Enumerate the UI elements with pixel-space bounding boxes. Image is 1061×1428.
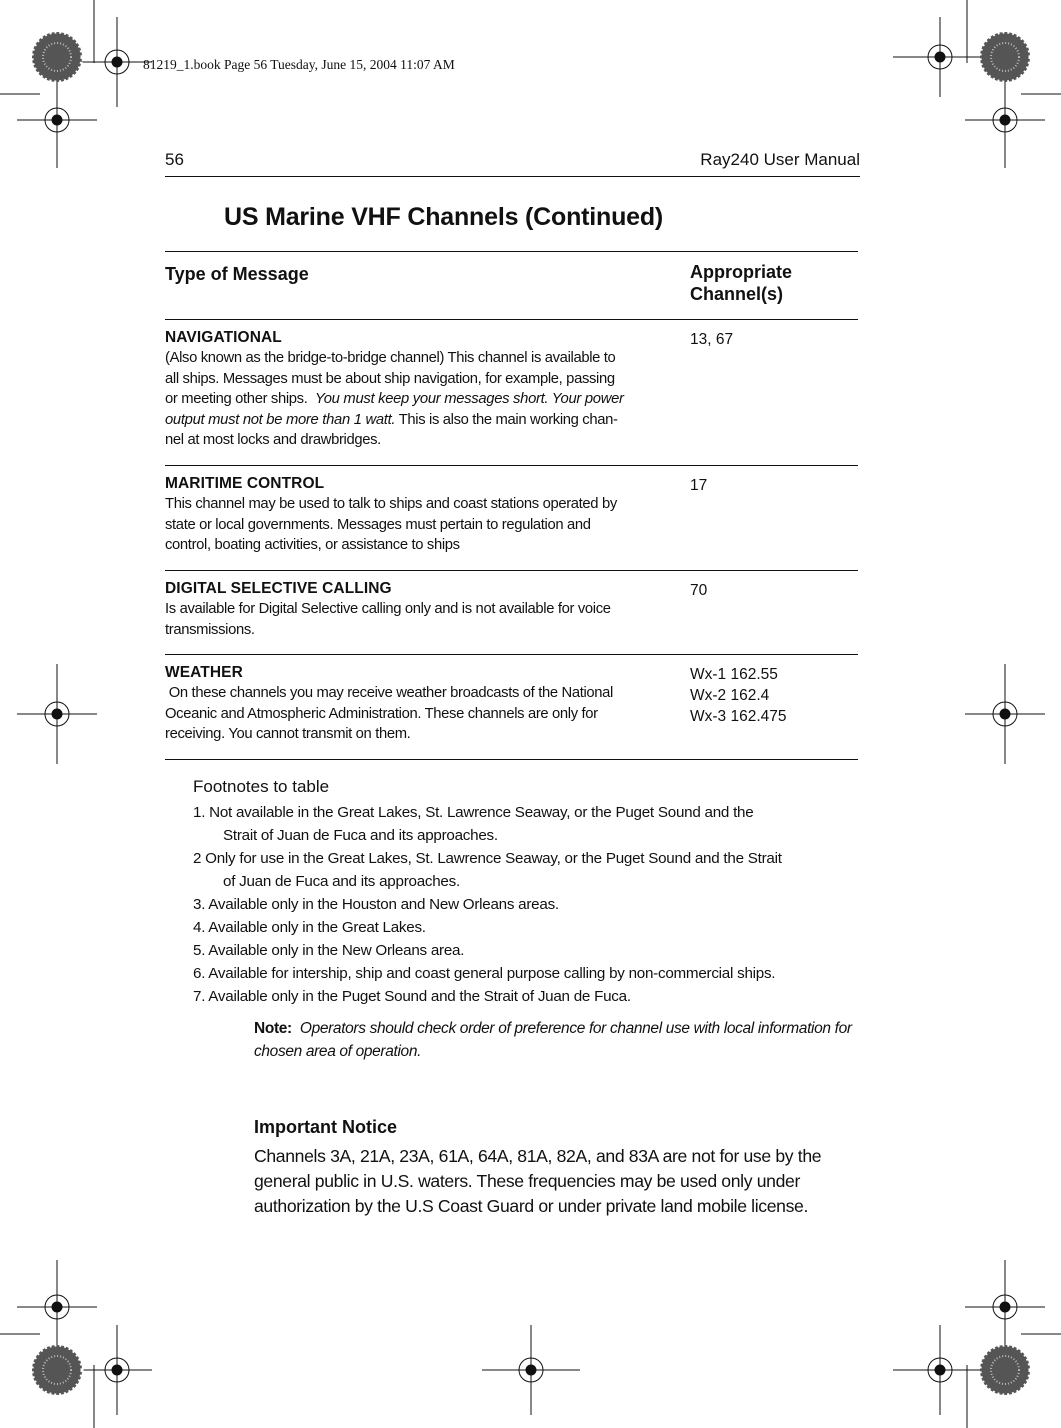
registration-mark-icon (482, 1325, 580, 1415)
footnotes-list (193, 801, 853, 1008)
starburst-target-icon (32, 1345, 82, 1395)
table-row (165, 465, 858, 570)
row-description: Is available for Digital Selective calling only and is not available for voice transmissions. (165, 601, 611, 638)
row-label: MARITIME CONTROL (165, 475, 325, 492)
table-header-row (165, 251, 858, 319)
footnote-item: 7. Available only in the Puget Sound and the Strait of Juan de Fuca. (193, 988, 631, 1005)
footnotes-title: Footnotes to table (193, 777, 330, 796)
channels-table (165, 251, 858, 760)
note-text: Operators should check order of preference for channel use with local information for chosen area of operation. (254, 1020, 852, 1060)
col-header-channels (690, 261, 858, 305)
channels-cell: 70 (690, 582, 708, 599)
registration-mark-icon (80, 1325, 152, 1415)
registration-mark-icon (80, 17, 152, 107)
registration-mark-icon (17, 664, 97, 764)
col-header-type: Type of Message (165, 264, 309, 284)
footnote-item: 2 Only for use in the Great Lakes, St. Lawrence Seaway, or the Puget Sound and the Strait of Juan de Fuca and its approaches. (193, 850, 782, 890)
registration-mark-icon (17, 1260, 97, 1354)
message-type-cell (165, 663, 670, 745)
footnote-item: 6. Available for intership, ship and coast general purpose calling by non-commercial ships. (193, 965, 776, 982)
running-header-title: Ray240 User Manual (700, 150, 860, 169)
section-title: US Marine VHF Channels (Continued) (224, 203, 664, 231)
note (254, 1017, 864, 1063)
table-row (165, 654, 858, 760)
row-description: On these channels you may receive weather broadcasts of the National Oceanic and Atmospheric Administration. These channels are only for receiving. You cannot transmit on them. (165, 685, 613, 742)
message-type-cell (165, 579, 670, 640)
print-slug: 81219_1.book Page 56 Tuesday, June 15, 2004 11:07 AM (143, 57, 455, 72)
row-label: NAVIGATIONAL (165, 329, 282, 346)
row-description: This channel may be used to talk to ships and coast stations operated by state or local governments. Messages must pertain to regulation and control, boating activities, or assistance to ships (165, 496, 617, 553)
important-notice-text: Channels 3A, 21A, 23A, 61A, 64A, 81A, 82A, and 83A are not for use by the general public in U.S. waters. These frequencies may be used only under authorization by the U.S Coast Guard or under private land mobile license. (254, 1146, 822, 1216)
important-notice-heading: Important Notice (254, 1117, 398, 1137)
message-type-cell (165, 328, 670, 451)
col-header-channels-line2: Channel(s) (690, 284, 784, 304)
footnote-item: 3. Available only in the Houston and New Orleans areas. (193, 896, 559, 913)
footnote-item: 1. Not available in the Great Lakes, St. Lawrence Seaway, or the Puget Sound and the Strait of Juan de Fuca and its approaches. (193, 804, 754, 844)
row-label: WEATHER (165, 664, 243, 681)
message-type-cell (165, 474, 670, 556)
table-row (165, 570, 858, 654)
registration-mark-icon (965, 1260, 1045, 1354)
registration-mark-icon (965, 72, 1045, 168)
page-number: 56 (165, 150, 184, 169)
channels-cell: 13, 67 (690, 331, 734, 348)
starburst-target-icon (980, 1345, 1030, 1395)
registration-mark-icon (893, 17, 985, 97)
note-label: Note: (254, 1020, 292, 1037)
registration-mark-icon (965, 664, 1045, 764)
row-label: DIGITAL SELECTIVE CALLING (165, 580, 392, 597)
header-rule (165, 176, 860, 177)
col-header-channels-line1: Appropriate (690, 262, 793, 282)
starburst-target-icon (980, 32, 1030, 82)
starburst-target-icon (32, 32, 82, 82)
registration-mark-icon (17, 72, 97, 168)
channels-cell: Wx-1 162.55 Wx-2 162.4 Wx-3 162.475 (690, 666, 787, 725)
footnote-item: 5. Available only in the New Orleans area. (193, 942, 465, 959)
channels-cell: 17 (690, 477, 708, 494)
footnote-item: 4. Available only in the Great Lakes. (193, 919, 426, 936)
registration-mark-icon (893, 1325, 985, 1415)
table-row (165, 319, 858, 465)
row-description: (Also known as the bridge-to-bridge channel) This channel is available to all ships. Messages must be about ship navigation, for example, passing or meeting other ships. You must keep your messages short. Your power output must not be more than 1 watt. This is also the main working chan- nel at most locks and drawbridges. (165, 350, 624, 448)
